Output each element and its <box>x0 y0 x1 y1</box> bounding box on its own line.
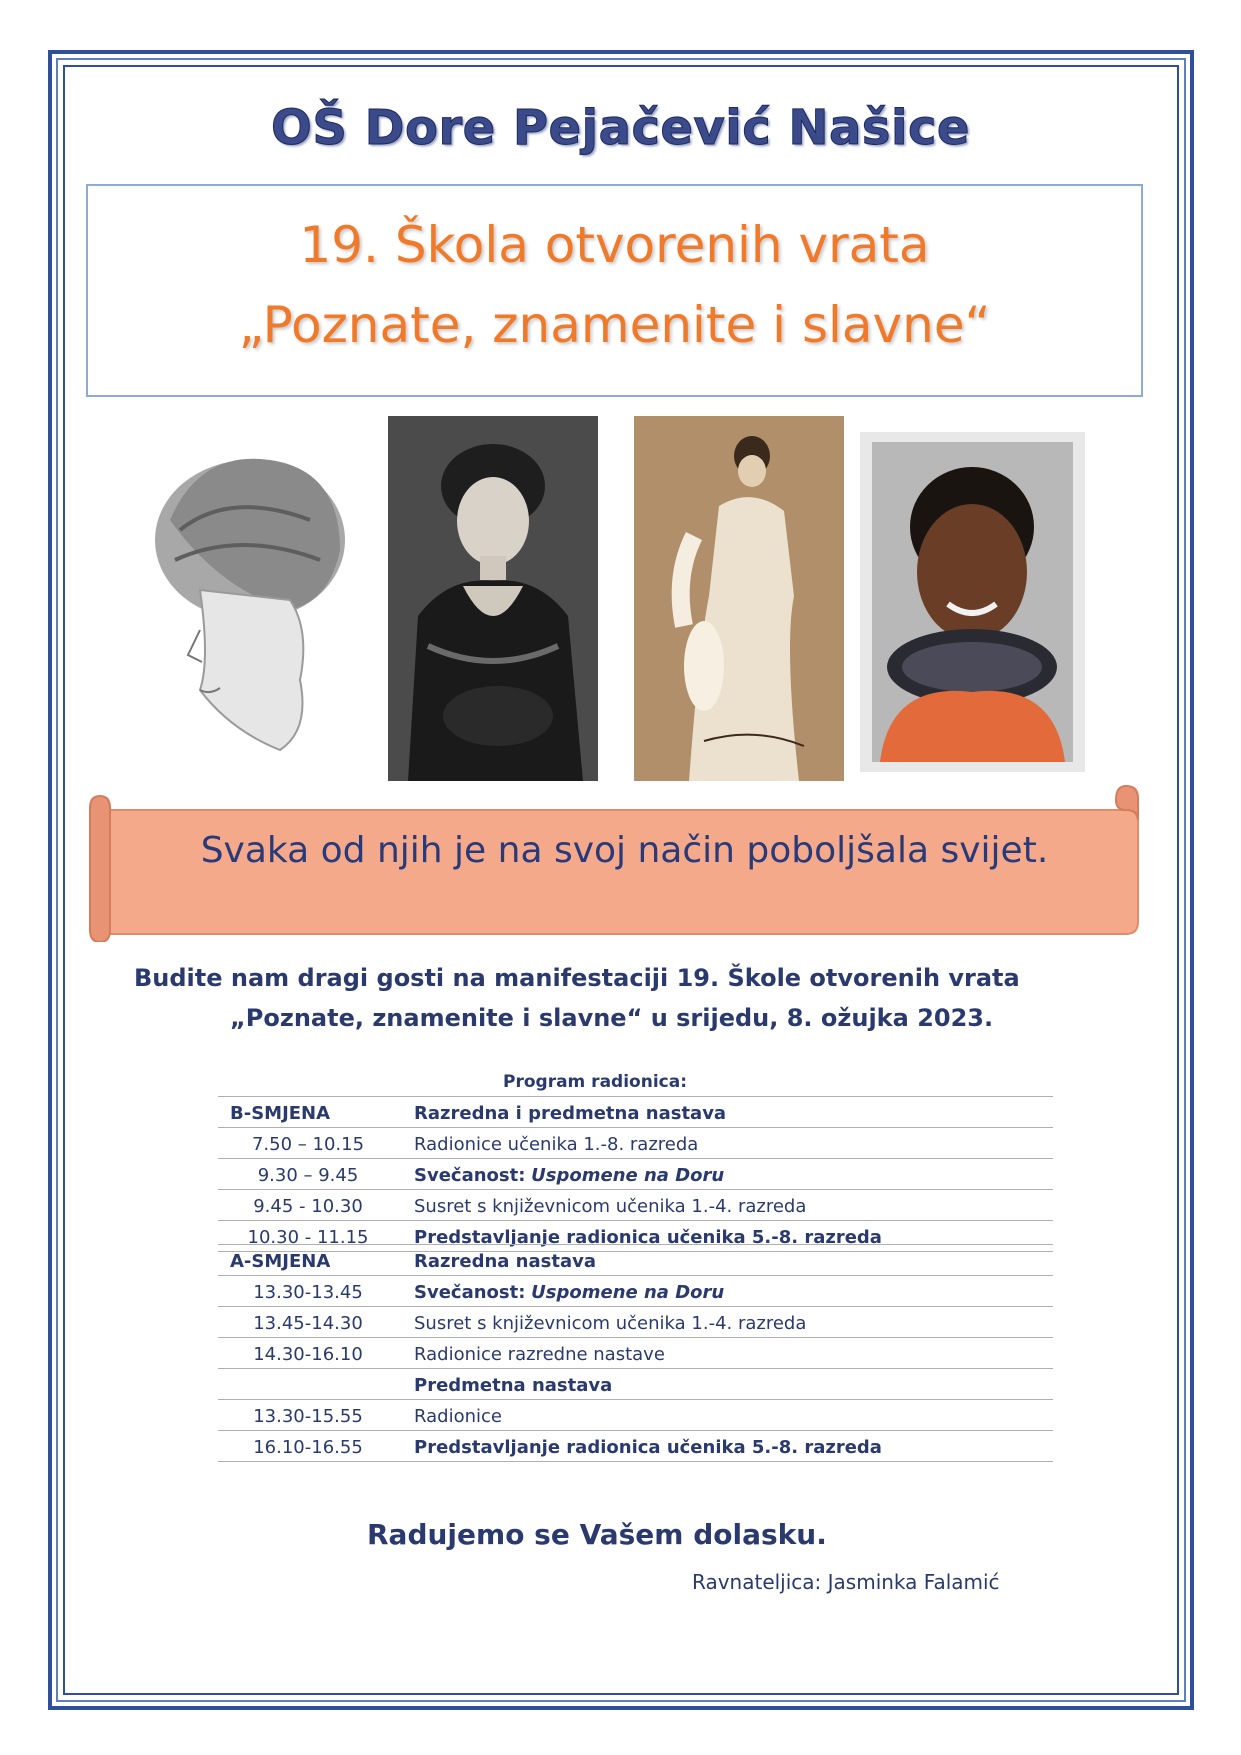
motto-banner <box>86 780 1143 942</box>
shift-label: B-SMJENA <box>230 1103 331 1124</box>
time-cell: 7.50 – 10.15 <box>251 1134 365 1155</box>
activity-cell: Radionice <box>414 1406 502 1427</box>
time-cell: 13.30-15.55 <box>253 1406 363 1427</box>
portrait-astronaut-icon <box>860 432 1085 772</box>
table-row <box>218 1307 1053 1338</box>
signature: Ravnateljica: Jasminka Falamić <box>692 1570 1000 1594</box>
activity-cell <box>414 1165 1053 1186</box>
activity-italic: Uspomene na Doru <box>531 1165 725 1186</box>
table-row <box>218 1128 1053 1159</box>
activity-cell: Susret s književnicom učenika 1.-4. razreda <box>414 1313 807 1334</box>
activity-cell: Predstavljanje radionica učenika 5.-8. razreda <box>414 1437 882 1458</box>
activity-cell: Radionice učenika 1.-8. razreda <box>414 1134 699 1155</box>
activity-cell: Radionice razredne nastave <box>414 1344 665 1365</box>
closing-text: Radujemo se Vašem dolasku. <box>367 1518 827 1551</box>
portrait-hypatia-sketch-icon <box>140 430 350 775</box>
activity-cell <box>414 1282 1053 1303</box>
time-cell: 9.45 - 10.30 <box>253 1196 363 1217</box>
activity-italic: Uspomene na Doru <box>531 1282 725 1303</box>
table-row <box>218 1338 1053 1369</box>
shift-description: Razredna nastava <box>414 1251 596 1272</box>
program-table-b-shift <box>218 1096 1053 1252</box>
table-row <box>218 1159 1053 1190</box>
table-row <box>218 1400 1053 1431</box>
motto-text: Svaka od njih je na svoj način poboljšala svijet. <box>200 830 1049 871</box>
invitation-line-2: „Poznate, znamenite i slavne“ u srijedu, 8. ožujka 2023. <box>230 1004 994 1032</box>
time-cell: 13.30-13.45 <box>253 1282 363 1303</box>
program-table-a-shift <box>218 1244 1053 1462</box>
table-row <box>218 1190 1053 1221</box>
event-title: 19. Škola otvorenih vrata <box>299 216 930 274</box>
portrait-dora-pejacevic-sepia-icon <box>634 416 844 781</box>
table-row <box>218 1276 1053 1307</box>
time-cell: 10.30 - 11.15 <box>247 1227 369 1248</box>
activity-cell: Predmetna nastava <box>414 1375 613 1396</box>
time-cell: 16.10-16.55 <box>253 1437 363 1458</box>
invitation-line-1: Budite nam dragi gosti na manifestaciji 19. Škole otvorenih vrata <box>134 964 1020 992</box>
program-heading: Program radionica: <box>503 1072 687 1092</box>
table-row <box>218 1245 1053 1276</box>
school-name: OŠ Dore Pejačević Našice <box>271 100 970 156</box>
activity-bold: Svečanost: <box>414 1165 526 1186</box>
time-cell: 14.30-16.10 <box>253 1344 363 1365</box>
activity-bold: Svečanost: <box>414 1282 526 1303</box>
time-cell: 9.30 – 9.45 <box>257 1165 359 1186</box>
event-subtitle: „Poznate, znamenite i slavne“ <box>238 296 991 354</box>
table-row <box>218 1369 1053 1400</box>
time-cell: 13.45-14.30 <box>253 1313 363 1334</box>
portrait-dora-pejacevic-dark-dress-icon <box>388 416 598 781</box>
title-box <box>86 184 1143 397</box>
activity-cell: Susret s književnicom učenika 1.-4. razreda <box>414 1196 807 1217</box>
activity-cell: Predstavljanje radionica učenika 5.-8. razreda <box>414 1227 882 1248</box>
table-row <box>218 1097 1053 1128</box>
shift-description: Razredna i predmetna nastava <box>414 1103 727 1124</box>
table-row <box>218 1431 1053 1462</box>
shift-label: A-SMJENA <box>230 1251 331 1272</box>
